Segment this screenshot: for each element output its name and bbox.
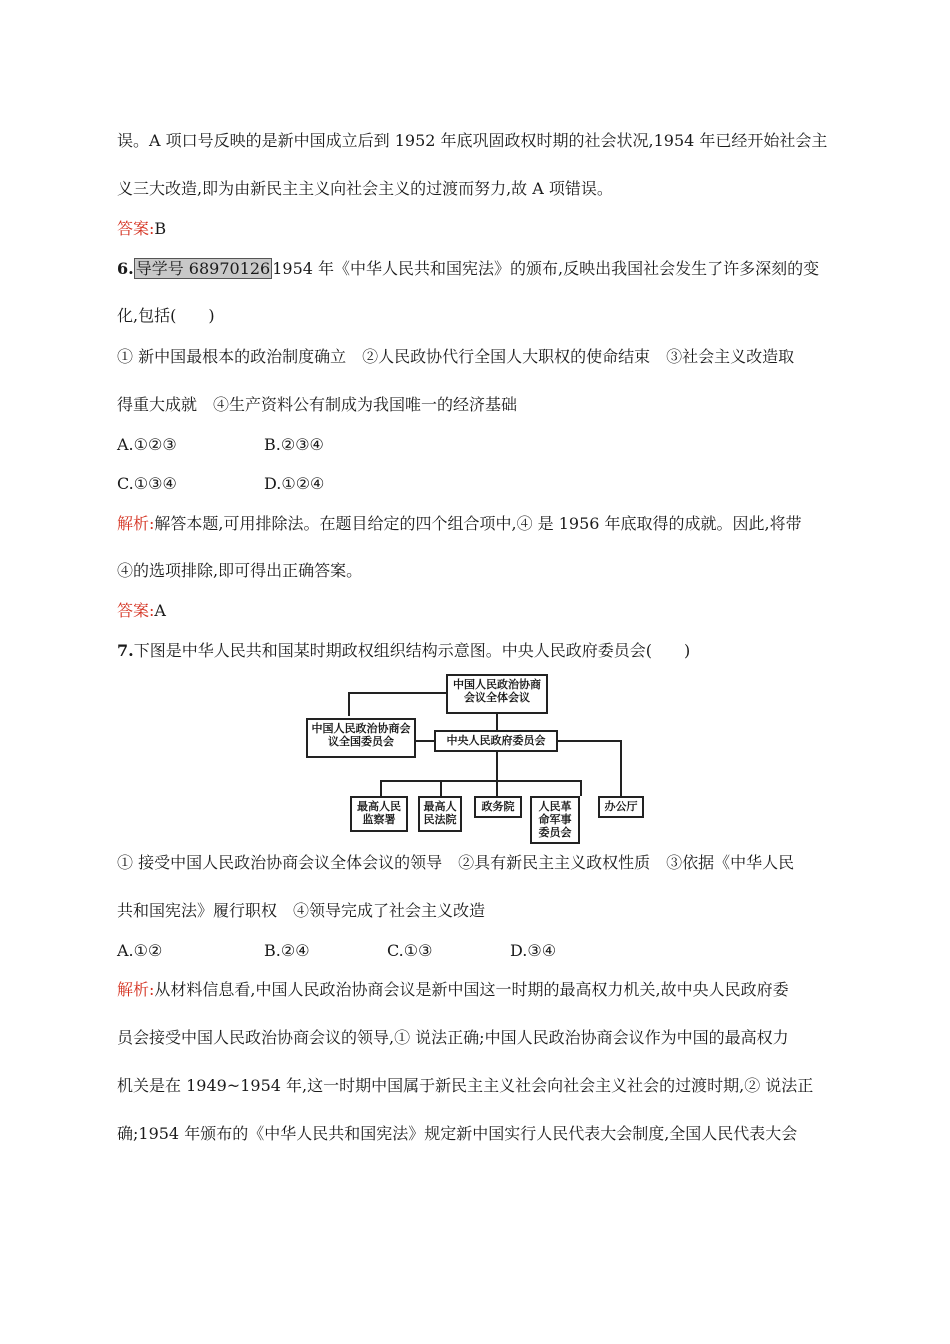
q7-explanation-line-1: [117, 979, 789, 1001]
connector-center-right-h: [556, 740, 622, 742]
connector-child-4: [580, 780, 582, 796]
q6-option-c: C.①③④: [117, 474, 177, 493]
node-government-administration-council: 政务院: [474, 796, 522, 818]
prev-explanation-line-2: 义三大改造,即为由新民主主义向社会主义的过渡而努力,故 A 项错误。: [117, 179, 613, 198]
connector-center-right-v: [620, 740, 622, 796]
prev-answer: [117, 218, 166, 240]
connector-top-center: [496, 712, 498, 732]
q6-stem-text: 1954 年《中华人民共和国宪法》的颁布,反映出我国社会发生了许多深刻的变: [272, 259, 820, 278]
q7-items-line-2: 共和国宪法》履行职权 ④领导完成了社会主义改造: [117, 901, 486, 920]
q7-options-row: [117, 940, 556, 962]
q6-explanation-line-2: ④的选项排除,即可得出正确答案。: [117, 561, 363, 580]
answer-label: 答案:: [117, 601, 155, 620]
explanation-text: 解答本题,可用排除法。在题目给定的四个组合项中,④ 是 1956 年底取得的成就。因此,将带: [154, 514, 802, 533]
q7-option-a: A.①②: [117, 941, 163, 960]
q6-option-d: D.①②④: [264, 474, 325, 493]
q7-stem-text: 下图是中华人民共和国某时期政权组织结构示意图。中央人民政府委员会( ): [133, 641, 691, 660]
node-cppcc-plenary: 中国人民政治协商会议全体会议: [446, 674, 548, 714]
node-central-government-committee: 中央人民政府委员会: [434, 730, 558, 752]
q6-answer: [117, 600, 166, 622]
answer-label: 答案:: [117, 219, 155, 238]
q6-items-line-2: 得重大成就 ④生产资料公有制成为我国唯一的经济基础: [117, 395, 518, 414]
node-general-office: 办公厅: [598, 796, 644, 818]
org-structure-diagram: [300, 672, 660, 847]
node-supreme-court: 最高人民法院: [418, 796, 462, 832]
node-supreme-procuratorate: 最高人民监察署: [350, 796, 408, 832]
connector-children-bar: [380, 780, 580, 782]
q6-stem-line-1: [117, 258, 819, 280]
q6-explanation-line-1: [117, 513, 802, 535]
q7-items-line-1: ① 接受中国人民政治协商会议全体会议的领导 ②具有新民主主义政权性质 ③依据《中华人民: [117, 853, 795, 872]
connector-top-left-v: [348, 692, 350, 716]
explanation-text: 从材料信息看,中国人民政治协商会议是新中国这一时期的最高权力机关,故中央人民政府委: [154, 980, 789, 999]
explanation-label: 解析:: [117, 980, 155, 999]
q6-options-row-1: [117, 434, 324, 456]
prev-explanation-line-1: 误。A 项口号反映的是新中国成立后到 1952 年底巩固政权时期的社会状况,1954 年已经开始社会主: [117, 131, 828, 150]
connector-child-3: [496, 780, 498, 796]
q6-guide-tag: 导学号 68970126: [135, 259, 271, 278]
q7-explanation-line-4: 确;1954 年颁布的《中华人民共和国宪法》规定新中国实行人民代表大会制度,全国人民代表大会: [117, 1124, 798, 1143]
q6-items-line-1: ① 新中国最根本的政治制度确立 ②人民政协代行全国人大职权的使命结束 ③社会主义改造取: [117, 347, 795, 366]
q6-number: 6.: [117, 259, 134, 278]
explanation-label: 解析:: [117, 514, 155, 533]
connector-center-down: [496, 750, 498, 780]
q6-option-b: B.②③④: [264, 435, 324, 454]
connector-left-center: [414, 740, 434, 742]
q7-option-b: B.②④: [264, 941, 310, 960]
q7-option-d: D.③④: [510, 941, 557, 960]
answer-value: B: [154, 219, 167, 238]
q7-explanation-line-2: 员会接受中国人民政治协商会议的领导,① 说法正确;中国人民政治协商会议作为中国的最高权力: [117, 1028, 789, 1047]
q6-stem-line-2: 化,包括( ): [117, 306, 215, 325]
q7-stem: [117, 640, 690, 662]
q6-options-row-2: [117, 473, 324, 495]
connector-child-1: [380, 780, 382, 796]
connector-child-2: [440, 780, 442, 796]
answer-value: A: [154, 601, 166, 620]
connector-top-left-h: [348, 692, 446, 694]
q7-option-c: C.①③: [387, 941, 433, 960]
q6-option-a: A.①②③: [117, 435, 177, 454]
node-cppcc-national-committee: 中国人民政治协商会议全国委员会: [306, 718, 416, 758]
q7-number: 7.: [117, 641, 134, 660]
q7-explanation-line-3: 机关是在 1949~1954 年,这一时期中国属于新民主主义社会向社会主义社会的过渡时期,② 说法正: [117, 1076, 814, 1095]
node-military-commission: 人民革命军事委员会: [530, 796, 580, 844]
